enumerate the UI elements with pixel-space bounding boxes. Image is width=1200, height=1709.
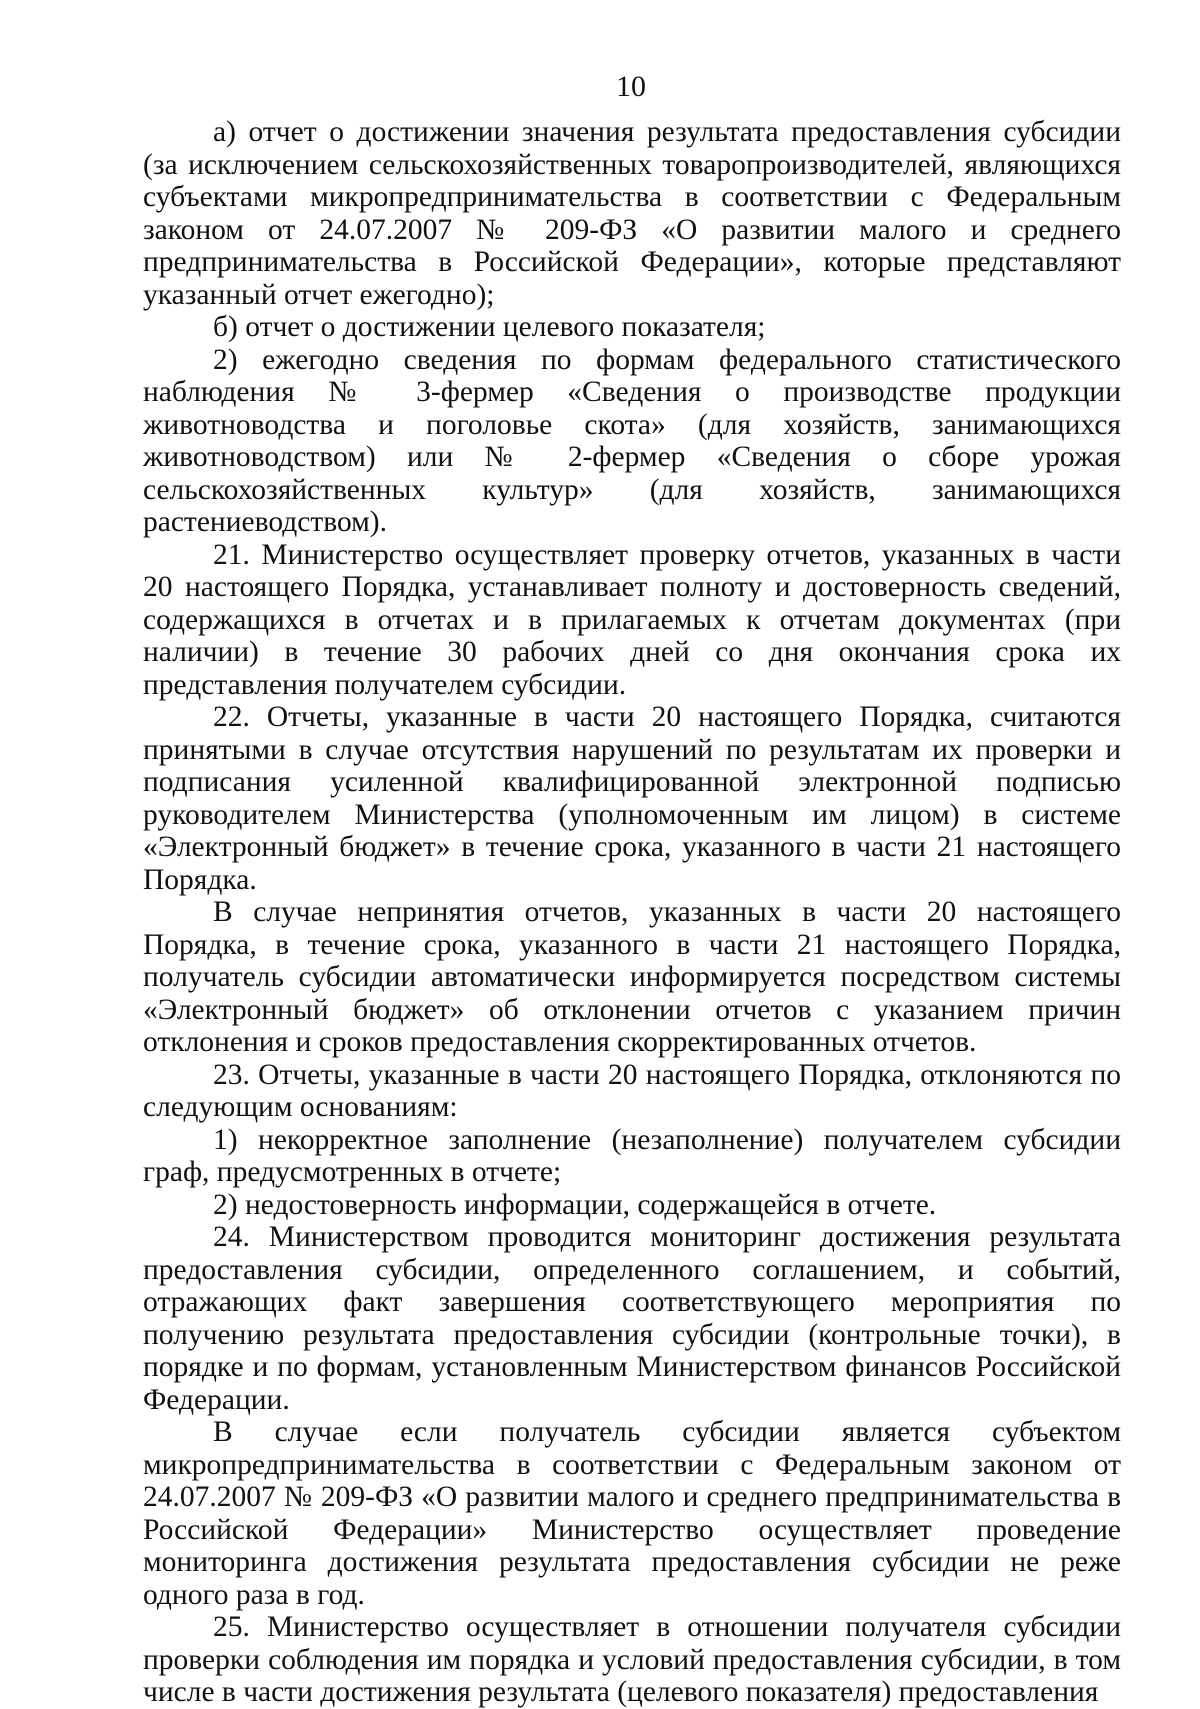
document-body [143, 116, 1121, 1709]
paragraph-23-item-1: 1) некорректное заполнение (незаполнение) получателем субсидии граф, предусмотренных в отчете; [143, 1123, 1121, 1188]
paragraph-23: 23. Отчеты, указанные в части 20 настоящего Порядка, отклоняются по следующим основаниям: [143, 1058, 1121, 1123]
paragraph-b-report: б) отчет о достижении целевого показателя; [213, 311, 766, 343]
paragraph-22-rejection: В случае непринятия отчетов, указанных в части 20 настоящего Порядка, в течение срока, указанного в части 21 настоящего Порядка, получатель субсидии автоматически информируется посредством системы «Электронный бюджет» об отклонении отчетов с указанием причин отклонения и сроков предоставления скорректированных отчетов. [143, 896, 1121, 1058]
paragraph-24-monitoring: В случае если получатель субсидии является субъектом микропредпринимательства в соответствии с Федеральным законом от 24.07.2007 № 209-ФЗ «О развитии малого и среднего предпринимательства в Российской Федерации» Министерство осуществляет проведение мониторинга достижения результата предоставления субсидии не реже одного раза в год. [143, 1416, 1121, 1611]
paragraph-2-statistics: 2) ежегодно сведения по формам федерального статистического наблюдения № 3-фермер «Сведения о производстве продукции животноводства и поголовье скота» (для хозяйств, занимающихся животноводством) или № 2-фермер «Сведения о сборе урожая сельскохозяйственных культур» (для хозяйств, занимающихся растениеводством). [143, 343, 1121, 538]
page-number: 10 [616, 70, 646, 103]
paragraph-25: 25. Министерство осуществляет в отношении получателя субсидии проверки соблюдения им порядка и условий предоставления субсидии, в том числе в части достижения результата (целевого показателя) предоставления [143, 1611, 1121, 1708]
paragraph-23-item-2: 2) недостоверность информации, содержащейся в отчете. [213, 1188, 937, 1221]
paragraph-22: 22. Отчеты, указанные в части 20 настоящего Порядка, считаются принятыми в случае отсутствия нарушений по результатам их проверки и подписания усиленной квалифицированной электронной подписью руководителем Министерства (уполномоченным им лицом) в системе «Электронный бюджет» в течение срока, указанного в части 21 настоящего Порядка. [143, 701, 1121, 896]
paragraph-21: 21. Министерство осуществляет проверку отчетов, указанных в части 20 настоящего Порядка, устанавливает полноту и достоверность сведений, содержащихся в отчетах и в прилагаемых к отчетам документах (при наличии) в течение 30 рабочих дней со дня окончания срока их представления получателем субсидии. [143, 538, 1121, 701]
paragraph-a-report: а) отчет о достижении значения результата предоставления субсидии (за исключением сельскохозяйственных товаропроизводителей, являющихся субъектами микропредпринимательства в соответствии с Федеральным законом от 24.07.2007 № 209-ФЗ «О развитии малого и среднего предпринимательства в Российской Федерации», которые представляют указанный отчет ежегодно); [143, 116, 1121, 311]
paragraph-24: 24. Министерством проводится мониторинг достижения результата предоставления субсидии, определенного соглашением, и событий, отражающих факт завершения соответствующего мероприятия по получению результата предоставления субсидии (контрольные точки), в порядке и по формам, установленным Министерством финансов Российской Федерации. [143, 1221, 1121, 1416]
